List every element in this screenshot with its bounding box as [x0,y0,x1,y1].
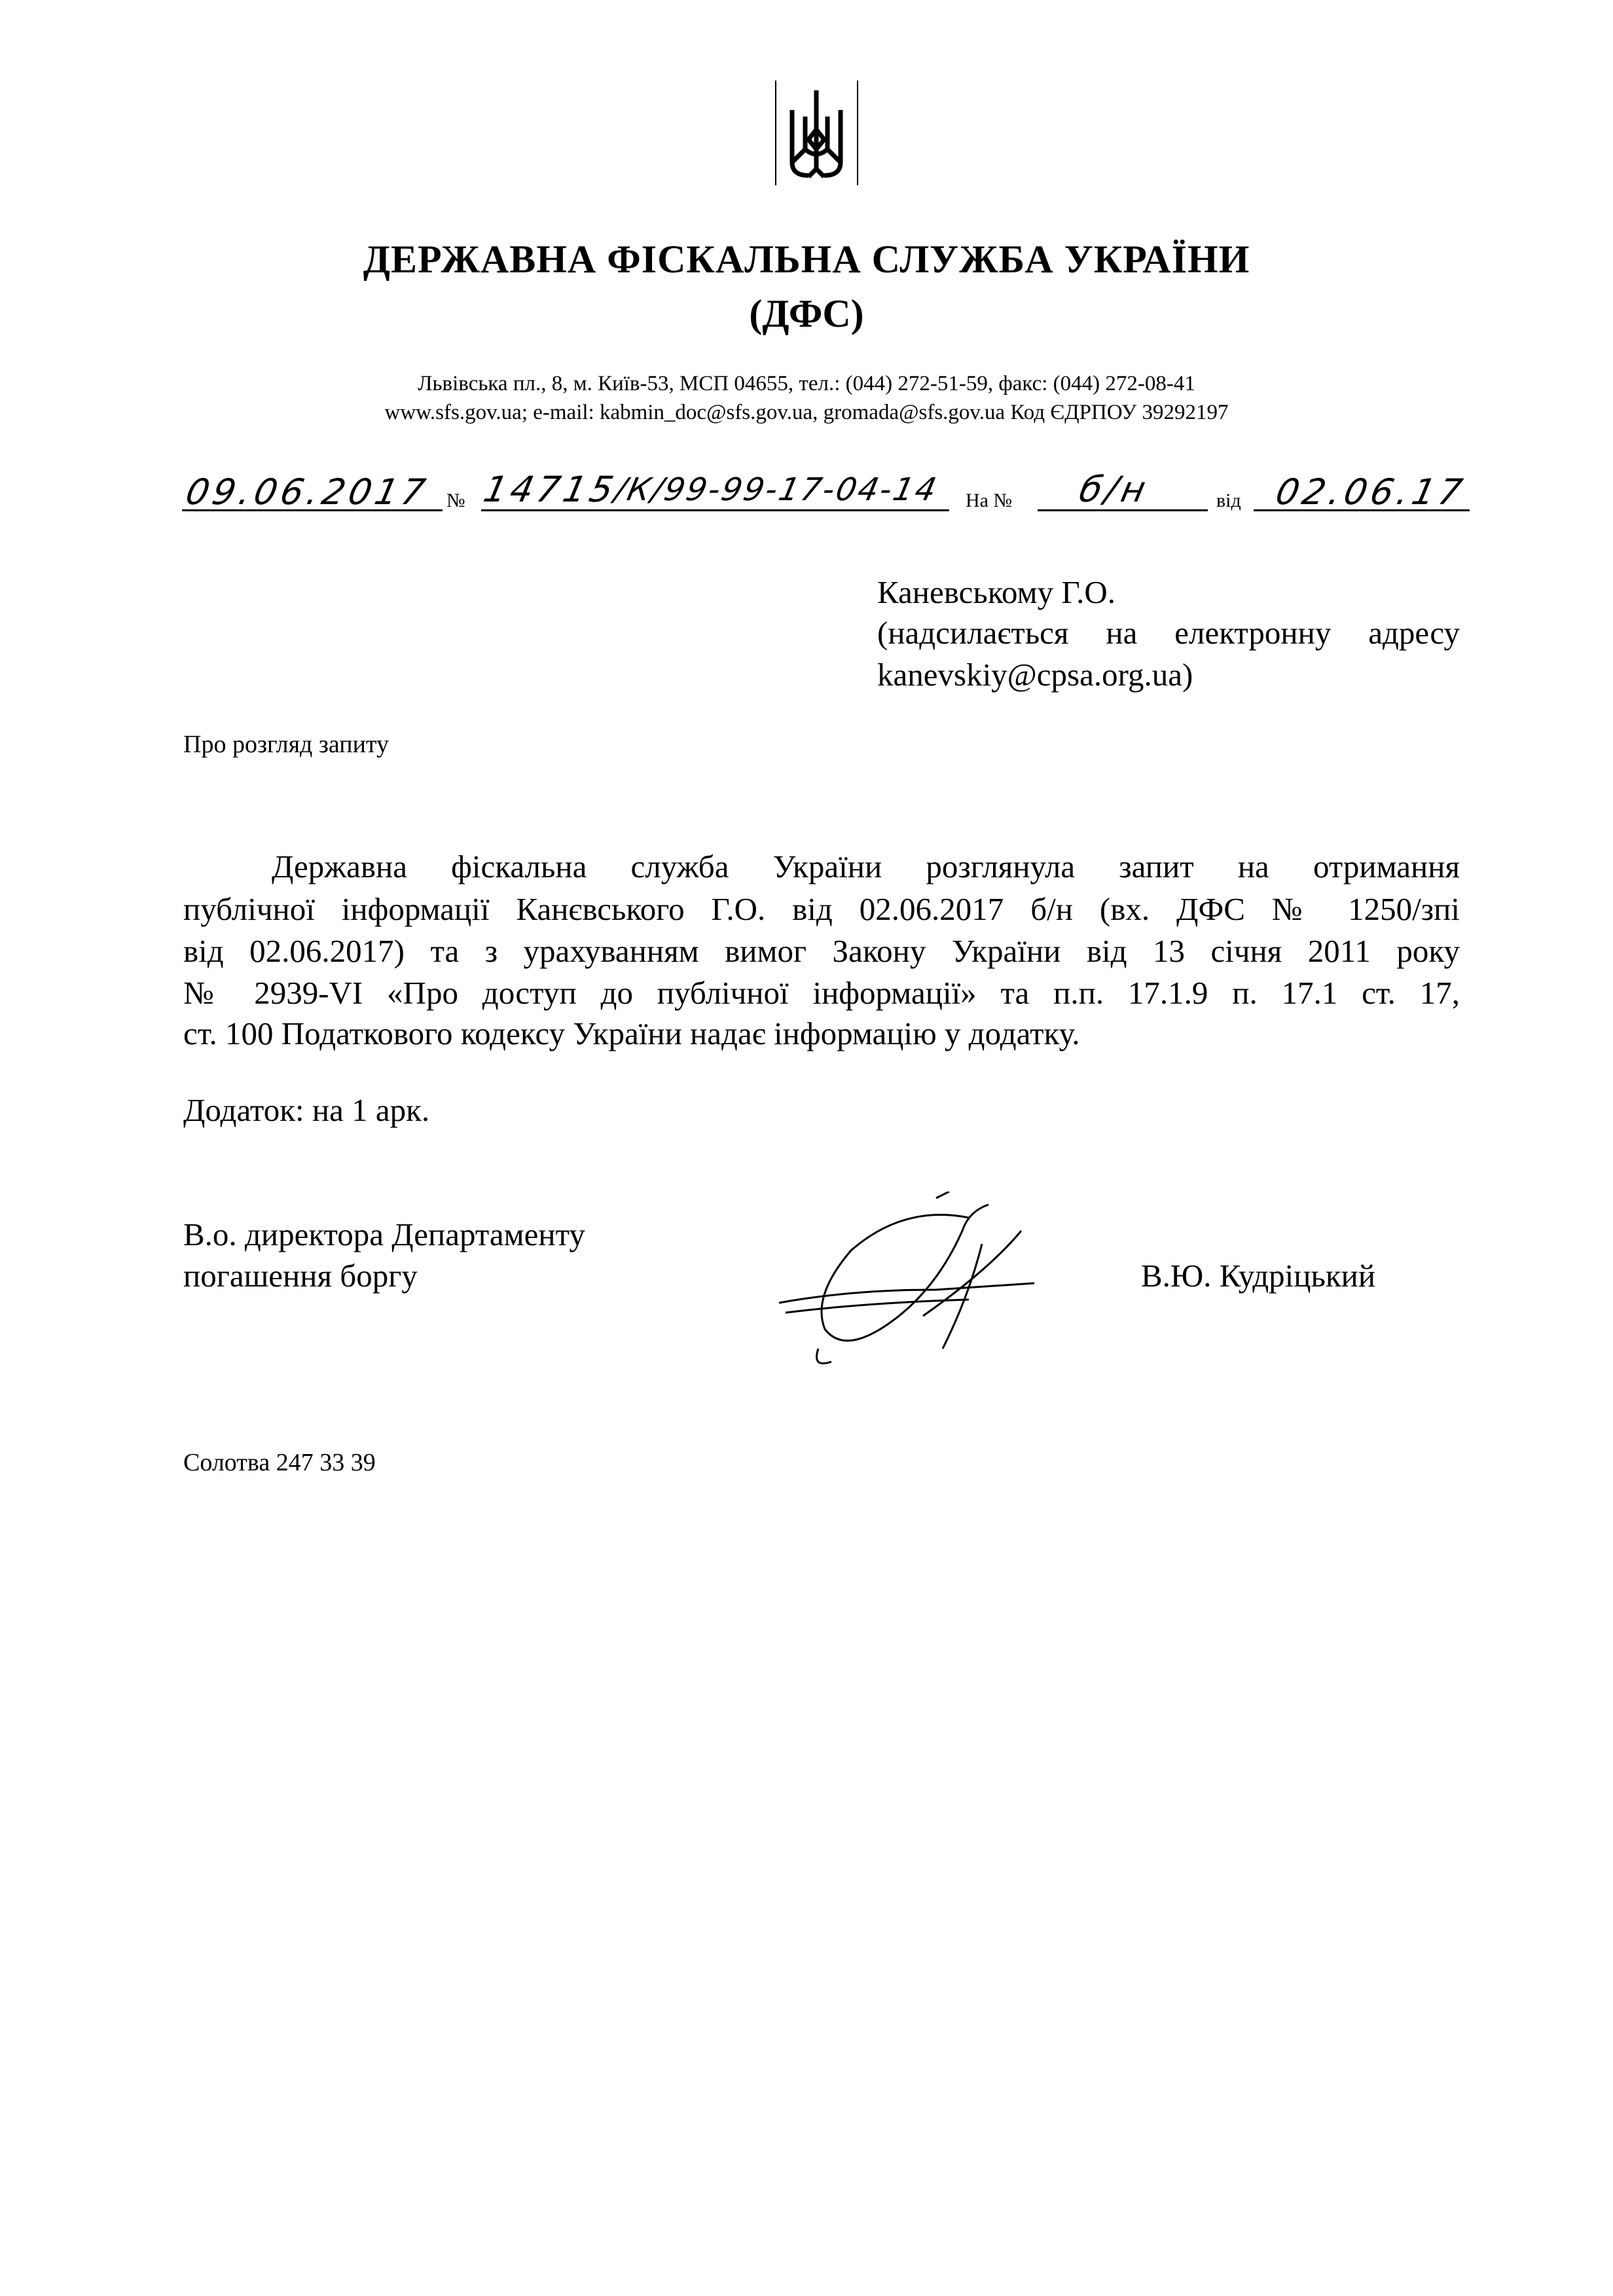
reply-to-number: б/н [1076,469,1153,510]
subject: Про розгляд запиту [183,731,390,758]
signer-name: В.Ю. Кудріцький [1141,1258,1376,1294]
signer-department: погашення боргу [183,1258,418,1294]
addressee-email: kanevskiy@cpsa.org.ua) [877,657,1193,693]
outgoing-index: /К/99-99-17-04-14 [611,471,942,508]
reply-date: 02.06.17 [1272,471,1470,513]
organization-address: Львівська пл., 8, м. Київ-53, МСП 04655, тел.: (044) 272-51-59, факс: (044) 272-08-41 [418,372,1195,395]
organization-abbreviation: (ДФС) [749,292,864,335]
reply-date-label: від [1216,490,1241,511]
handwritten-signature [772,1192,1054,1375]
outgoing-date: 09.06.2017 [182,471,433,513]
executor-contact: Солотва 247 33 39 [183,1449,376,1476]
coat-of-arms-icon [772,77,861,189]
organization-contacts: www.sfs.gov.ua; e-mail: kabmin_doc@sfs.gov.ua, gromada@sfs.gov.ua Код ЄДРПОУ 39292197 [384,401,1229,424]
organization-title: ДЕРЖАВНА ФІСКАЛЬНА СЛУЖБА УКРАЇНИ [363,238,1250,281]
body-line: публічної інформації Канєвського Г.О. від 02.06.2017 б/н (вх. ДФС № 1250/зпі [183,891,1460,927]
body-line: Державна фіскальна служба України розглянула запит на отримання [272,848,1460,884]
reply-to-label: На № [966,490,1013,511]
addressee-name: Каневському Г.О. [877,574,1116,610]
body-line: від 02.06.2017) та з урахуванням вимог Закону України від 13 січня 2011 року [183,933,1460,969]
addressee-note: (надсилається на електронну адресу [877,615,1460,651]
body-line: ст. 100 Податкового кодексу України надає інформацію у додатку. [183,1015,1080,1051]
attachment-note: Додаток: на 1 арк. [183,1092,430,1128]
number-label: № [446,490,465,511]
outgoing-number: 14715 [480,469,621,510]
signer-position: В.о. директора Департаменту [183,1216,585,1252]
body-line: № 2939-VI «Про доступ до публічної інформації» та п.п. 17.1.9 п. 17.1 ст. 17, [183,975,1460,1011]
